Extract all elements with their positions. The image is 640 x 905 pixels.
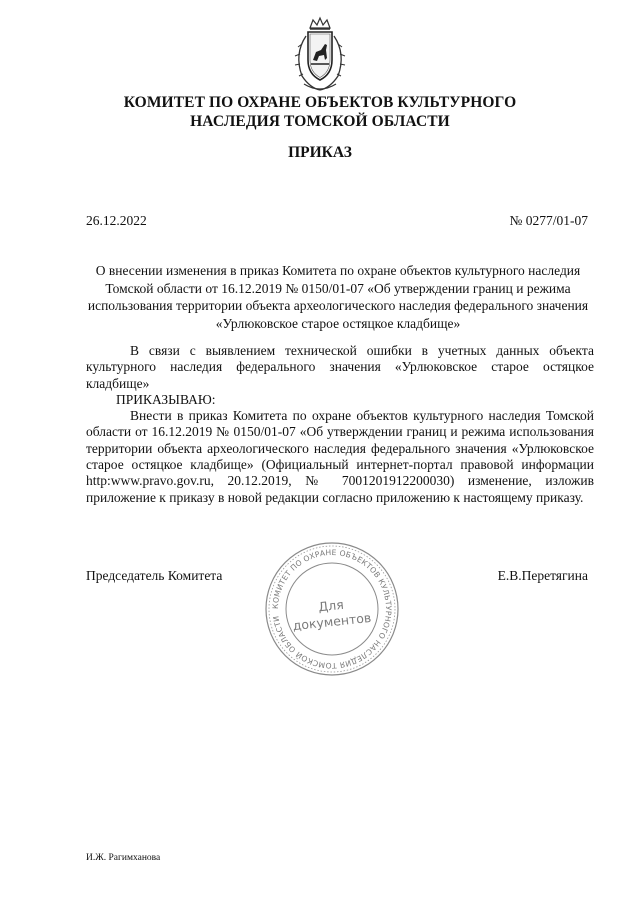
- document-type: ПРИКАЗ: [288, 144, 352, 161]
- signatory-position: Председатель Комитета: [86, 568, 223, 583]
- executor-name: И.Ж. Рагимханова: [86, 853, 161, 863]
- tomsk-oblast-emblem: [286, 14, 354, 94]
- document-body: [86, 343, 594, 506]
- body-paragraph-order: Внести в приказ Комитета по охране объектов культурного наследия Томской области от 16.12.2019 № 0150/01-07 «Об утверждении границ и режима использования территории объекта археологического наследия федерального значения «Урлюковское старое остяцкое кладбище» (Официальный интернет-портал правовой информации http:www.pravo.gov.ru, 20.12.2019, № 7001201912200030) изменение, изложив приложение к приказу в новой редакции согласно приложению к настоящему приказу.: [86, 408, 594, 505]
- document-date: 26.12.2022: [86, 213, 147, 228]
- organization-name-line2: НАСЛЕДИЯ ТОМСКОЙ ОБЛАСТИ: [190, 113, 450, 130]
- organization-name: [40, 93, 600, 131]
- order-word: ПРИКАЗЫВАЮ:: [116, 391, 216, 407]
- document-number: № 0277/01-07: [509, 213, 588, 228]
- organization-name-line1: КОМИТЕТ ПО ОХРАНЕ ОБЪЕКТОВ КУЛЬТУРНОГО: [123, 94, 517, 111]
- official-stamp: [263, 540, 401, 678]
- signatory-name: Е.В.Перетягина: [497, 568, 588, 583]
- stamp-center-line1: Для: [317, 596, 345, 615]
- stamp-center-line2: документов: [291, 609, 372, 634]
- document-subject: О внесении изменения в приказ Комитета по охране объектов культурного наследия Томской области от 16.12.2019 № 0150/01-07 «Об утверждении границ и режима использования территории объекта археологического наследия федерального значения «Урлюковское старое остяцкое кладбище»: [87, 263, 589, 331]
- stamp-ring-text: КОМИТЕТ ПО ОХРАНЕ ОБЪЕКТОВ КУЛЬТУРНОГО НАСЛЕДИЯ ТОМСКОЙ ОБЛАСТИ: [270, 547, 394, 671]
- body-paragraph-reason: В связи с выявлением технической ошибки в учетных данных объекта культурного наследия федерального значения «Урлюковское старое остяцкое кладбище»: [86, 343, 594, 391]
